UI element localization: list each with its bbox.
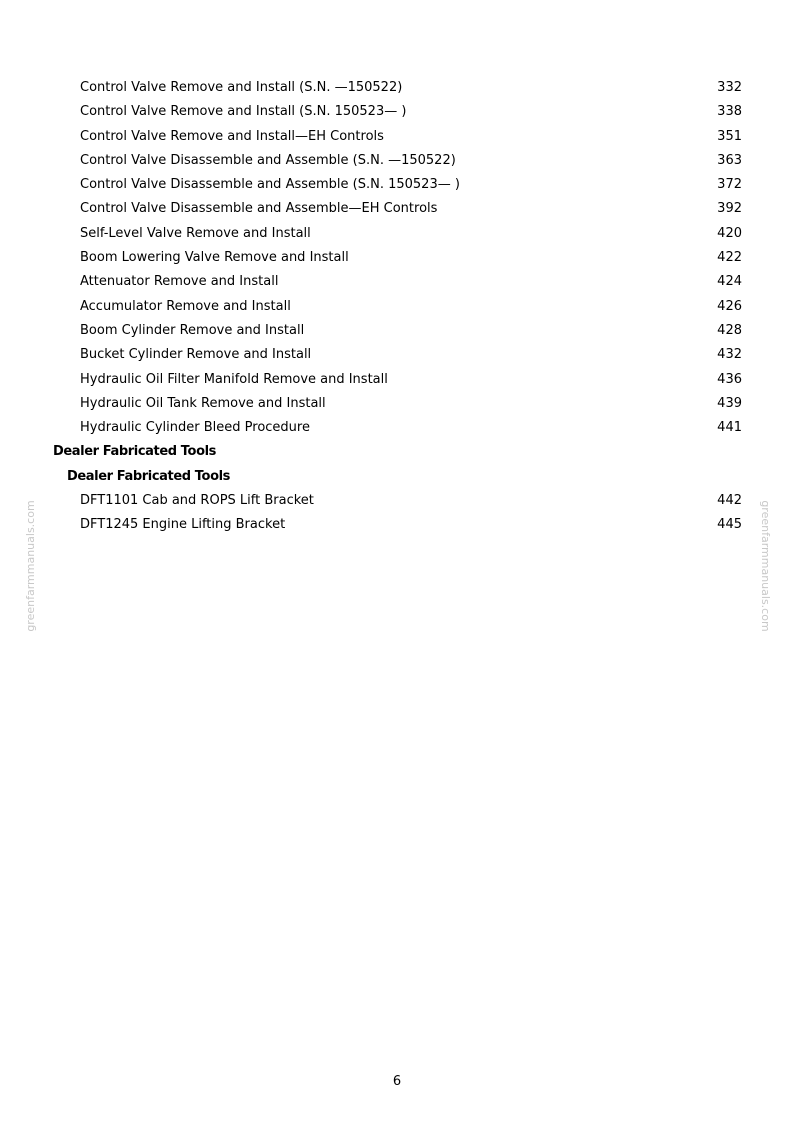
toc-entry-page: 426 — [717, 298, 742, 314]
toc-subsection-heading[interactable] — [0, 465, 794, 489]
toc-entry-title: Control Valve Remove and Install (S.N. 150523— ) — [80, 104, 407, 120]
toc-entry[interactable] — [0, 100, 794, 124]
toc-entry-page: 442 — [717, 493, 742, 509]
toc-entry-page: 436 — [717, 371, 742, 387]
toc-entry-page: 428 — [717, 322, 742, 338]
toc-entry[interactable] — [0, 319, 794, 343]
table-of-contents — [0, 76, 794, 538]
page-number: 6 — [392, 1074, 402, 1089]
toc-entry[interactable] — [0, 222, 794, 246]
toc-entry-title: Attenuator Remove and Install — [80, 274, 279, 290]
toc-entry-page: 392 — [717, 201, 742, 217]
toc-entry[interactable] — [0, 489, 794, 513]
subsection-heading-text: Dealer Fabricated Tools — [67, 468, 230, 484]
toc-entry[interactable] — [0, 173, 794, 197]
toc-entry[interactable] — [0, 246, 794, 270]
watermark-left: greenfarmmanuals.com — [24, 500, 37, 632]
toc-entry-title: Control Valve Disassemble and Assemble (S.N. —150522) — [80, 152, 456, 168]
toc-entry-page: 422 — [717, 250, 742, 266]
toc-entry-title: DFT1101 Cab and ROPS Lift Bracket — [80, 493, 314, 509]
section-heading-text: Dealer Fabricated Tools — [53, 444, 216, 460]
toc-section-heading[interactable] — [0, 440, 794, 464]
toc-entry[interactable] — [0, 295, 794, 319]
toc-entry-page: 432 — [717, 347, 742, 363]
watermark-right: greenfarmmanuals.com — [759, 500, 772, 632]
toc-entry[interactable] — [0, 125, 794, 149]
toc-entry-page: 424 — [717, 274, 742, 290]
toc-entry-page: 441 — [717, 420, 742, 436]
toc-entry[interactable] — [0, 76, 794, 100]
toc-entry-page: 332 — [717, 80, 742, 95]
toc-entry[interactable] — [0, 392, 794, 416]
toc-entry-title: DFT1245 Engine Lifting Bracket — [80, 517, 286, 533]
toc-entry-page: 445 — [717, 517, 742, 533]
toc-entry-page: 351 — [717, 128, 742, 144]
toc-entry[interactable] — [0, 368, 794, 392]
toc-entry[interactable] — [0, 197, 794, 221]
toc-entry[interactable] — [0, 513, 794, 537]
toc-entry-page: 363 — [717, 152, 742, 168]
toc-entry-title: Hydraulic Oil Tank Remove and Install — [80, 395, 326, 411]
toc-entry-title: Bucket Cylinder Remove and Install — [80, 347, 312, 363]
toc-entry-title: Accumulator Remove and Install — [80, 298, 291, 314]
toc-entry-title: Boom Lowering Valve Remove and Install — [80, 250, 349, 266]
toc-entry-title: Control Valve Disassemble and Assemble—EH Controls — [80, 201, 438, 217]
toc-entry-page: 372 — [717, 177, 742, 193]
toc-entry-title: Boom Cylinder Remove and Install — [80, 322, 305, 338]
toc-entry[interactable] — [0, 149, 794, 173]
toc-entry-page: 338 — [717, 104, 742, 120]
toc-entry-title: Hydraulic Cylinder Bleed Procedure — [80, 420, 310, 436]
toc-entry[interactable] — [0, 343, 794, 367]
toc-entry-title: Hydraulic Oil Filter Manifold Remove and Install — [80, 371, 388, 387]
toc-entry-title: Control Valve Disassemble and Assemble (S.N. 150523— ) — [80, 177, 460, 193]
toc-entry-title: Self-Level Valve Remove and Install — [80, 225, 311, 241]
toc-entry-page: 439 — [717, 395, 742, 411]
toc-entry[interactable] — [0, 270, 794, 294]
toc-entry-title: Control Valve Remove and Install (S.N. —150522) — [80, 80, 403, 95]
toc-entry[interactable] — [0, 416, 794, 440]
toc-entry-title: Control Valve Remove and Install—EH Controls — [80, 128, 384, 144]
toc-entry-page: 420 — [717, 225, 742, 241]
